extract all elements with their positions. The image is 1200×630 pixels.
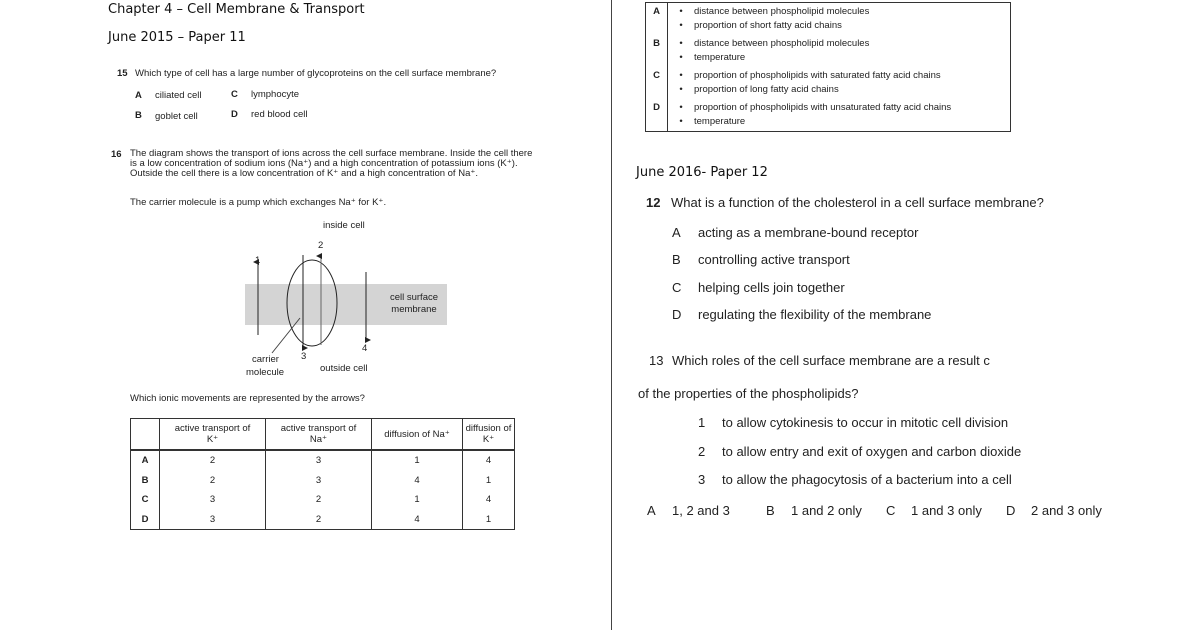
table-cell: 3 xyxy=(160,510,266,530)
row-item: proportion of short fatty acid chains xyxy=(694,20,842,31)
q15-option-letter: A xyxy=(135,90,142,101)
q13-option-text: 1 and 3 only xyxy=(911,503,982,518)
q13-statement-number: 2 xyxy=(698,444,706,459)
bullet-icon: • xyxy=(679,116,683,127)
outside-cell-label: outside cell xyxy=(320,363,368,374)
bullet-icon: • xyxy=(679,70,683,81)
q16-line: The diagram shows the transport of ions across the cell surface membrane. Inside the cell there xyxy=(130,148,533,159)
q13-statement: to allow entry and exit of oxygen and carbon dioxide xyxy=(722,444,1022,459)
table-cell: 3 xyxy=(266,471,372,491)
q15-option-letter: B xyxy=(135,110,142,121)
carrier-label: molecule xyxy=(246,367,285,378)
q13-statement: to allow the phagocytosis of a bacterium into a cell xyxy=(722,472,1012,487)
table-row[interactable] xyxy=(131,450,515,471)
table-cell: 1 xyxy=(463,471,515,491)
table-cell: A xyxy=(131,450,160,471)
q13-text: of the properties of the phospholipids? xyxy=(638,386,859,401)
table-cell: 2 xyxy=(266,490,372,510)
section-title: June 2016- Paper 12 xyxy=(636,165,768,180)
table-header: active transport of Na⁺ xyxy=(266,419,372,451)
table-cell: D xyxy=(131,510,160,530)
q12-option-text: helping cells join together xyxy=(698,280,845,295)
q16-question: Which ionic movements are represented by the arrows? xyxy=(130,393,365,404)
membrane-fluidity-table xyxy=(645,2,1011,132)
table-row[interactable] xyxy=(131,490,515,510)
arrow-3-label: 3 xyxy=(301,351,307,362)
q13-option-letter: C xyxy=(886,503,896,518)
q12-number: 12 xyxy=(646,195,661,210)
bullet-icon: • xyxy=(679,52,683,63)
bullet-icon: • xyxy=(679,6,683,17)
table-header: diffusion of K⁺ xyxy=(463,419,515,451)
bullet-icon: • xyxy=(679,102,683,113)
membrane-label: cell surface membrane xyxy=(389,292,439,315)
table-row[interactable] xyxy=(646,99,1011,132)
chapter-title: Chapter 4 – Cell Membrane & Transport xyxy=(108,2,365,17)
arrow-4-label: 4 xyxy=(362,343,368,354)
bullet-icon: • xyxy=(679,20,683,31)
arrow-1-label: 1 xyxy=(255,255,261,266)
table-row[interactable] xyxy=(646,67,1011,99)
section-title: June 2015 – Paper 11 xyxy=(108,30,246,45)
table-cell: 3 xyxy=(266,450,372,471)
table-cell: C xyxy=(131,490,160,510)
q12-option-text: acting as a membrane-bound receptor xyxy=(698,225,919,240)
row-item: proportion of long fatty acid chains xyxy=(694,84,839,95)
table-header: diffusion of Na⁺ xyxy=(372,419,463,451)
table-cell: 1 xyxy=(372,450,463,471)
q15-text: Which type of cell has a large number of glycoproteins on the cell surface membrane? xyxy=(135,68,497,79)
table-row[interactable] xyxy=(646,3,1011,36)
table-cell: 2 xyxy=(160,450,266,471)
row-item: temperature xyxy=(694,52,746,63)
carrier-label: carrier xyxy=(252,354,279,365)
q16-number: 16 xyxy=(111,149,122,160)
q15-option-text: lymphocyte xyxy=(251,89,300,100)
row-letter: D xyxy=(646,99,668,132)
bullet-icon: • xyxy=(679,38,683,49)
q12-text: What is a function of the cholesterol in a cell surface membrane? xyxy=(671,195,1044,210)
q16-line: Outside the cell there is a low concentration of K⁺ and a high concentration of Na⁺. xyxy=(130,168,479,179)
q12-option-letter: C xyxy=(672,280,682,295)
q13-option-letter: A xyxy=(647,503,656,518)
q12-option-letter: D xyxy=(672,307,682,322)
q15-option-letter: C xyxy=(231,89,238,100)
table-cell: 3 xyxy=(160,490,266,510)
q12-option-letter: A xyxy=(672,225,681,240)
q15-option-letter: D xyxy=(231,109,238,120)
q13-option-text: 2 and 3 only xyxy=(1031,503,1102,518)
q15-option-text: red blood cell xyxy=(251,109,308,120)
q13-statement: to allow cytokinesis to occur in mitotic cell division xyxy=(722,415,1009,430)
q13-statement-number: 1 xyxy=(698,415,706,430)
table-cell: B xyxy=(131,471,160,491)
q16-line: is a low concentration of sodium ions (Na⁺) and a high concentration of potassium ions (K⁺). xyxy=(130,158,518,169)
table-cell: 4 xyxy=(372,471,463,491)
table-cell: 1 xyxy=(372,490,463,510)
table-row[interactable] xyxy=(646,35,1011,67)
table-header: active transport of K⁺ xyxy=(160,419,266,451)
table-cell: 1 xyxy=(463,510,515,530)
q13-option-letter: B xyxy=(766,503,775,518)
table-row[interactable] xyxy=(131,471,515,491)
table-row[interactable] xyxy=(131,510,515,530)
table-cell: 4 xyxy=(372,510,463,530)
table-cell: 4 xyxy=(463,490,515,510)
row-item: proportion of phospholipids with unsaturated fatty acid chains xyxy=(694,102,952,113)
arrow-2-label: 2 xyxy=(318,240,324,251)
bullet-icon: • xyxy=(679,84,683,95)
q13-option-text: 1, 2 and 3 xyxy=(672,503,730,518)
q13-text: Which roles of the cell surface membrane are a result c xyxy=(672,353,990,368)
q12-option-text: controlling active transport xyxy=(698,252,850,267)
q12-option-letter: B xyxy=(672,252,681,267)
q16-carrier-text: The carrier molecule is a pump which exchanges Na⁺ for K⁺. xyxy=(130,197,387,208)
q15-number: 15 xyxy=(117,68,128,79)
row-letter: C xyxy=(646,67,668,99)
row-item: distance between phospholipid molecules xyxy=(694,6,870,17)
table-cell: 2 xyxy=(266,510,372,530)
q13-option-letter: D xyxy=(1006,503,1016,518)
row-item: temperature xyxy=(694,116,746,127)
row-item: proportion of phospholipids with saturated fatty acid chains xyxy=(694,70,941,81)
q15-option-text: ciliated cell xyxy=(155,90,202,101)
q13-statement-number: 3 xyxy=(698,472,706,487)
row-letter: B xyxy=(646,35,668,67)
q13-number: 13 xyxy=(649,353,664,368)
row-letter: A xyxy=(646,3,668,36)
q13-option-text: 1 and 2 only xyxy=(791,503,862,518)
table-header xyxy=(131,419,160,451)
table-cell: 2 xyxy=(160,471,266,491)
table-cell: 4 xyxy=(463,450,515,471)
q16-answer-table xyxy=(130,418,515,530)
inside-cell-label: inside cell xyxy=(323,220,365,231)
row-item: distance between phospholipid molecules xyxy=(694,38,870,49)
q15-option-text: goblet cell xyxy=(155,111,198,122)
q12-option-text: regulating the flexibility of the membrane xyxy=(698,307,932,322)
